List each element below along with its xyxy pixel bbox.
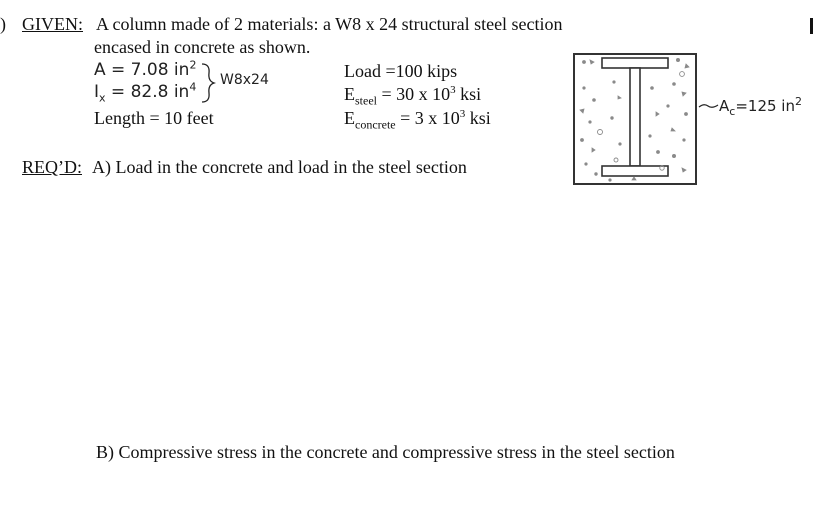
e-concrete-value: $E_{concrete} = 3$ x $10^3$ ksi xyxy=(344,108,491,132)
given-label: GIVEN: xyxy=(22,14,83,34)
concrete-area-note: $A_c=125$ $in^2$ xyxy=(719,95,802,118)
load-value: Load =100 kips xyxy=(344,61,458,81)
page-edge-mark xyxy=(810,18,813,34)
column-cross-section-diagram xyxy=(570,48,700,190)
problem-number-mark: ) xyxy=(0,14,6,34)
reqd-part-a: A) Load in the concrete and load in the steel section xyxy=(92,157,467,177)
given-line-2: encased in concrete as shown. xyxy=(94,37,311,57)
e-steel-value: $E_{steel} = 30$ x $10^3$ ksi xyxy=(344,84,482,108)
brace-icon xyxy=(198,62,220,104)
section-note: W8x24 xyxy=(220,72,269,88)
leader-line xyxy=(698,98,720,114)
area-value: A = 7.08 $in^2$ xyxy=(94,58,197,80)
given-line-1: A column made of 2 materials: a W8 x 24 structural steel section xyxy=(96,14,563,34)
reqd-label: REQ’D: xyxy=(22,157,82,177)
reqd-part-b: B) Compressive stress in the concrete and compressive stress in the steel section xyxy=(96,442,675,462)
length-value: Length = 10 feet xyxy=(94,108,214,128)
moment-of-inertia-value: $I_x = 82.8$ $in^4$ xyxy=(94,80,197,105)
